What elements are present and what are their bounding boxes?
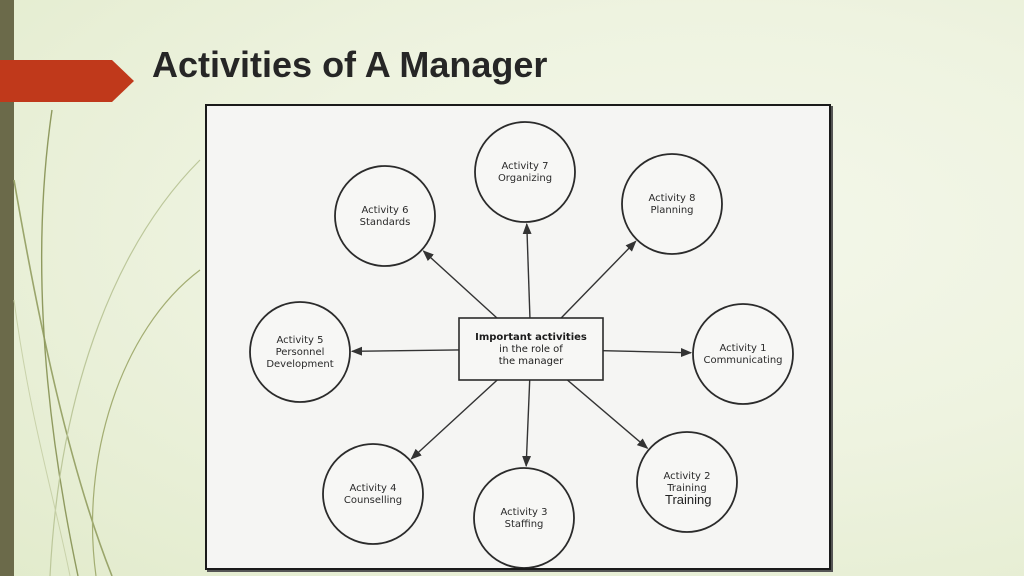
- activity-5-label-2: Development: [266, 359, 334, 370]
- diagram-canvas: [207, 106, 829, 568]
- activity-7-circle: [475, 122, 575, 222]
- arrow-activity-3: [526, 380, 530, 466]
- slide-title: Activities of A Manager: [152, 44, 548, 85]
- activity-3-label-0: Activity 3: [500, 507, 548, 518]
- activity-6-label-1: Standards: [359, 217, 411, 228]
- activity-4-node: [323, 444, 423, 544]
- activity-1-node: [693, 304, 793, 404]
- activity-3-node: [474, 468, 574, 568]
- activity-5-label-1: Personnel: [275, 347, 325, 358]
- activity-5-node: [250, 302, 350, 402]
- arrow-activity-1: [603, 351, 691, 353]
- arrow-activity-7: [527, 224, 530, 318]
- activity-1-label-1: Communicating: [703, 355, 783, 366]
- activity-8-circle: [622, 154, 722, 254]
- activity-3-label-1: Staffing: [504, 519, 544, 530]
- manager-activities-diagram: [205, 104, 831, 570]
- activity-2-label-1: Training: [667, 483, 707, 494]
- activity-2-node: [637, 432, 737, 532]
- arrow-activity-2: [567, 380, 647, 448]
- activity-6-circle: [335, 166, 435, 266]
- activity-8-label-1: Planning: [650, 205, 694, 216]
- arrow-activity-5: [352, 350, 459, 351]
- activity-2-label-0: Activity 2: [663, 471, 711, 482]
- center-label-1: in the role of: [499, 344, 563, 355]
- activity-8-label-0: Activity 8: [648, 193, 696, 204]
- activity-4-circle: [323, 444, 423, 544]
- arrow-activity-6: [423, 251, 497, 318]
- title-arrow-shape: [0, 60, 134, 102]
- activity-7-label-1: Organizing: [497, 173, 553, 184]
- activity-7-label-0: Activity 7: [501, 161, 549, 172]
- activity-3-circle: [474, 468, 574, 568]
- arrow-activity-8: [561, 241, 636, 318]
- center-label-2: the manager: [498, 356, 564, 367]
- activity-4-label-0: Activity 4: [349, 483, 397, 494]
- training-overlay-label: Training: [665, 492, 712, 507]
- activity-8-node: [622, 154, 722, 254]
- activity-5-label-0: Activity 5: [276, 335, 324, 346]
- activity-1-circle: [693, 304, 793, 404]
- arrow-activity-4: [411, 380, 497, 459]
- activity-7-node: [475, 122, 575, 222]
- center-label-0: Important activities: [475, 332, 587, 343]
- activity-6-node: [335, 166, 435, 266]
- activity-4-label-1: Counselling: [343, 495, 403, 506]
- activity-6-label-0: Activity 6: [361, 205, 409, 216]
- activity-1-label-0: Activity 1: [719, 343, 767, 354]
- activity-2-circle: [637, 432, 737, 532]
